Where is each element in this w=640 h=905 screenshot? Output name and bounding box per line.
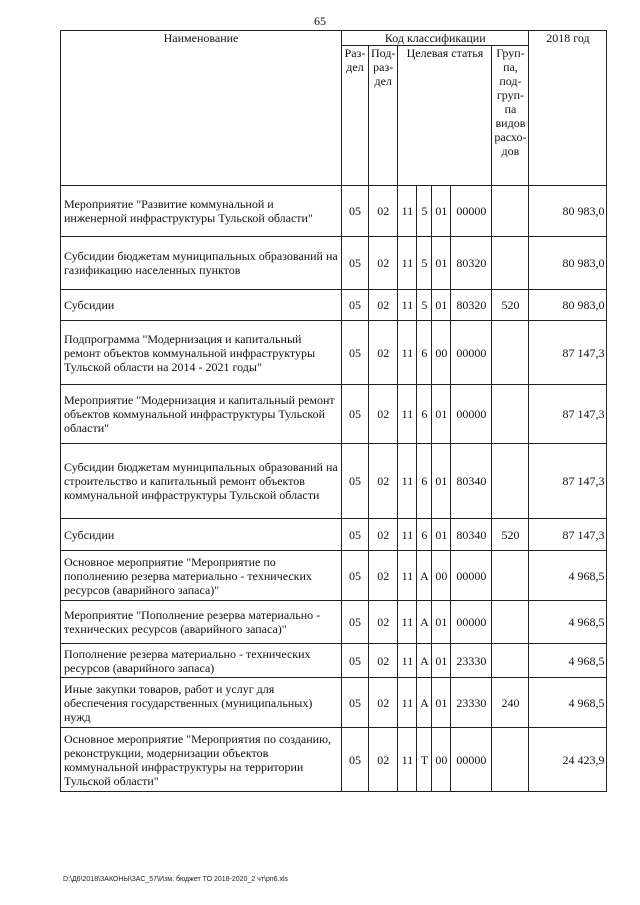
row-section: 05 <box>342 186 369 237</box>
header-group: Груп- па, под- груп- па видов расхо- дов <box>492 46 529 186</box>
header-target: Целевая статья <box>398 46 492 186</box>
row-target-direction: 80320 <box>451 290 492 321</box>
page-number: 65 <box>314 14 326 28</box>
row-target-program: 11 <box>398 321 417 385</box>
row-subsection: 02 <box>369 519 398 551</box>
header-row-top <box>61 31 607 46</box>
row-expense-type <box>492 644 529 678</box>
row-target-subprogram: А <box>417 551 432 601</box>
row-target-program: 11 <box>398 551 417 601</box>
table-row <box>61 601 607 644</box>
row-amount: 4 968,5 <box>529 551 607 601</box>
row-section: 05 <box>342 644 369 678</box>
row-name: Мероприятие "Модернизация и капитальный ремонт объектов коммунальной инфраструктуры Тульской области" <box>61 385 342 444</box>
table-body <box>61 186 607 792</box>
header-name: Наименование <box>61 31 342 186</box>
row-target-direction: 80320 <box>451 237 492 290</box>
row-target-subprogram: 5 <box>417 237 432 290</box>
row-subsection: 02 <box>369 321 398 385</box>
row-section: 05 <box>342 678 369 728</box>
row-target-direction: 00000 <box>451 551 492 601</box>
row-target-direction: 00000 <box>451 186 492 237</box>
row-target-direction: 23330 <box>451 678 492 728</box>
row-expense-type <box>492 601 529 644</box>
row-target-program: 11 <box>398 385 417 444</box>
row-expense-type <box>492 551 529 601</box>
row-name: Иные закупки товаров, работ и услуг для обеспечения государственных (муниципальных) нужд <box>61 678 342 728</box>
row-target-event: 01 <box>432 290 451 321</box>
row-amount: 87 147,3 <box>529 444 607 519</box>
row-target-event: 01 <box>432 444 451 519</box>
row-target-event: 01 <box>432 519 451 551</box>
row-subsection: 02 <box>369 644 398 678</box>
row-name: Основное мероприятие "Мероприятия по созданию, реконструкции, модернизации объектов коммунальной инфраструктуры на территории Тульской области" <box>61 728 342 792</box>
row-target-direction: 80340 <box>451 519 492 551</box>
row-amount: 4 968,5 <box>529 601 607 644</box>
row-subsection: 02 <box>369 601 398 644</box>
row-name: Пополнение резерва материально - технических ресурсов (аварийного запаса) <box>61 644 342 678</box>
row-target-subprogram: 5 <box>417 186 432 237</box>
row-target-event: 01 <box>432 385 451 444</box>
row-target-program: 11 <box>398 678 417 728</box>
row-subsection: 02 <box>369 728 398 792</box>
row-expense-type <box>492 444 529 519</box>
row-target-program: 11 <box>398 237 417 290</box>
row-target-program: 11 <box>398 644 417 678</box>
row-amount: 87 147,3 <box>529 321 607 385</box>
table-row <box>61 519 607 551</box>
table-row <box>61 186 607 237</box>
row-subsection: 02 <box>369 444 398 519</box>
row-target-subprogram: А <box>417 678 432 728</box>
row-section: 05 <box>342 551 369 601</box>
row-expense-type <box>492 237 529 290</box>
row-target-event: 00 <box>432 728 451 792</box>
table-row <box>61 385 607 444</box>
row-target-direction: 23330 <box>451 644 492 678</box>
row-target-direction: 00000 <box>451 385 492 444</box>
row-subsection: 02 <box>369 678 398 728</box>
row-section: 05 <box>342 290 369 321</box>
row-expense-type <box>492 728 529 792</box>
row-section: 05 <box>342 385 369 444</box>
row-target-event: 00 <box>432 321 451 385</box>
row-target-program: 11 <box>398 601 417 644</box>
row-name: Субсидии бюджетам муниципальных образований на газификацию населенных пунктов <box>61 237 342 290</box>
row-target-program: 11 <box>398 728 417 792</box>
table-row <box>61 644 607 678</box>
row-name: Подпрограмма "Модернизация и капитальный ремонт объектов коммунальной инфраструктуры Тульской области на 2014 - 2021 годы" <box>61 321 342 385</box>
row-subsection: 02 <box>369 551 398 601</box>
row-amount: 4 968,5 <box>529 644 607 678</box>
row-target-subprogram: 6 <box>417 519 432 551</box>
row-name: Субсидии <box>61 519 342 551</box>
row-amount: 87 147,3 <box>529 385 607 444</box>
row-target-direction: 00000 <box>451 321 492 385</box>
row-target-event: 01 <box>432 644 451 678</box>
row-target-direction: 00000 <box>451 601 492 644</box>
row-target-subprogram: А <box>417 644 432 678</box>
header-code: Код классификации <box>342 31 529 46</box>
row-amount: 4 968,5 <box>529 678 607 728</box>
row-name: Мероприятие "Пополнение резерва материально - технических ресурсов (аварийного запаса)" <box>61 601 342 644</box>
row-name: Основное мероприятие "Мероприятие по пополнению резерва материально - технических ресурсов (аварийного запаса)" <box>61 551 342 601</box>
row-target-program: 11 <box>398 290 417 321</box>
row-target-event: 01 <box>432 678 451 728</box>
row-expense-type: 240 <box>492 678 529 728</box>
row-amount: 80 983,0 <box>529 237 607 290</box>
row-section: 05 <box>342 444 369 519</box>
header-section: Раз- дел <box>342 46 369 186</box>
row-amount: 87 147,3 <box>529 519 607 551</box>
table-row <box>61 237 607 290</box>
row-expense-type <box>492 321 529 385</box>
row-section: 05 <box>342 321 369 385</box>
header-year: 2018 год <box>529 31 607 186</box>
row-section: 05 <box>342 601 369 644</box>
row-expense-type: 520 <box>492 519 529 551</box>
row-subsection: 02 <box>369 237 398 290</box>
row-section: 05 <box>342 237 369 290</box>
row-target-program: 11 <box>398 186 417 237</box>
row-subsection: 02 <box>369 290 398 321</box>
row-amount: 80 983,0 <box>529 290 607 321</box>
row-section: 05 <box>342 728 369 792</box>
row-amount: 24 423,9 <box>529 728 607 792</box>
file-path-footer: D:\Д6\2018\ЗАКОНЫ\ЗАС_57\Изм. бюджет ТО 2018-2020_2 чт\рп6.xls <box>63 876 289 883</box>
table-row <box>61 290 607 321</box>
table-row <box>61 444 607 519</box>
row-target-subprogram: 5 <box>417 290 432 321</box>
row-target-subprogram: А <box>417 601 432 644</box>
row-target-event: 01 <box>432 601 451 644</box>
row-target-direction: 80340 <box>451 444 492 519</box>
row-expense-type <box>492 186 529 237</box>
row-target-subprogram: Т <box>417 728 432 792</box>
row-target-subprogram: 6 <box>417 385 432 444</box>
table-row <box>61 321 607 385</box>
row-subsection: 02 <box>369 186 398 237</box>
table-row <box>61 728 607 792</box>
row-target-program: 11 <box>398 444 417 519</box>
row-subsection: 02 <box>369 385 398 444</box>
table-row <box>61 678 607 728</box>
row-name: Субсидии <box>61 290 342 321</box>
row-amount: 80 983,0 <box>529 186 607 237</box>
row-name: Субсидии бюджетам муниципальных образований на строительство и капитальный ремонт объектов коммунальной инфраструктуры Тульской области <box>61 444 342 519</box>
row-target-direction: 00000 <box>451 728 492 792</box>
table-row <box>61 551 607 601</box>
row-expense-type: 520 <box>492 290 529 321</box>
row-section: 05 <box>342 519 369 551</box>
budget-table <box>60 30 607 792</box>
row-target-event: 00 <box>432 551 451 601</box>
row-target-subprogram: 6 <box>417 321 432 385</box>
row-name: Мероприятие "Развитие коммунальной и инженерной инфраструктуры Тульской области" <box>61 186 342 237</box>
row-target-program: 11 <box>398 519 417 551</box>
header-subsection: Под- раз- дел <box>369 46 398 186</box>
row-expense-type <box>492 385 529 444</box>
row-target-subprogram: 6 <box>417 444 432 519</box>
row-target-event: 01 <box>432 237 451 290</box>
row-target-event: 01 <box>432 186 451 237</box>
